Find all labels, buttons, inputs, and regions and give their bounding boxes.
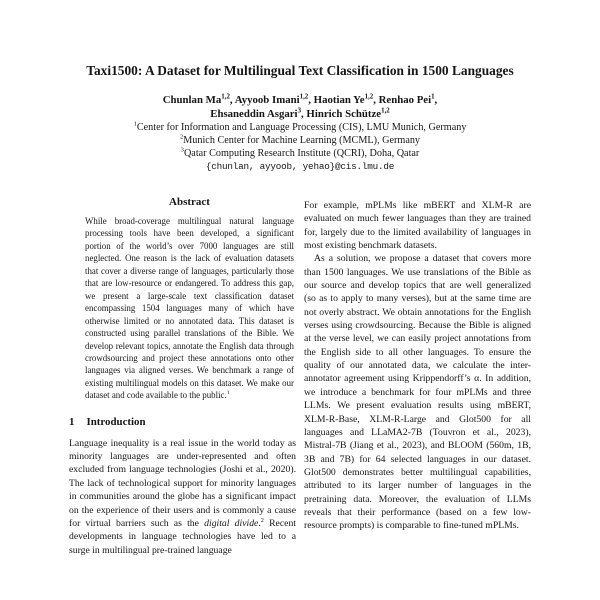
right-column — [304, 193, 531, 557]
author-affil-mark: 1,2 — [364, 93, 374, 101]
authors-line-1 — [60, 93, 540, 107]
author-affil-mark: 1,2 — [221, 93, 230, 101]
body-paragraph-1: For example, mPLMs like mBERT and XLM-R are evaluated on much fewer languages than they are trained for, largely due to the limited availability of languages in most existing benchmark datasets. — [304, 200, 531, 252]
affil-mark: 1 — [133, 120, 137, 128]
abstract-heading: Abstract — [169, 196, 210, 208]
author-block — [60, 93, 540, 174]
author-affil-mark: 3 — [297, 107, 302, 115]
paper-title: Taxi1500: A Dataset for Multilingual Text Classification in 1500 Languages — [86, 63, 514, 78]
emphasized-phrase: digital divide — [204, 517, 259, 529]
author: Haotian Ye$^{1,2}$, — [313, 93, 379, 106]
affil-mark: 2 — [179, 133, 184, 141]
footnote-ref-1: 1 — [226, 390, 230, 397]
author: Renhao Pei$^1$, — [378, 93, 438, 106]
author: Chunlan Ma$^{1,2}$, — [162, 93, 235, 106]
author-affil-mark: 1 — [431, 93, 435, 101]
author: Ehsaneddin Asgari$^3$, — [210, 107, 307, 120]
authors-line-2 — [60, 107, 540, 121]
author-affil-mark: 1,2 — [381, 107, 390, 115]
affil-mark: 3 — [180, 146, 184, 154]
intro-paragraph: Language inequality is a real issue in the world today as minority languages are under-represented and often excluded from language technologies (Joshi et al., 2020). The lack of technological support for minority languages in communities around the globe has a significant impact on the experience of their users and is commonly a cause for virtual barriers such as the digital divide.$^2$ Recent developments in language technologies have led to a surge in multilingual pre-trained language — [69, 437, 296, 556]
two-column-body — [69, 193, 531, 557]
contact-email: {chunlan, ayyoob, yehao}@cis.lmu.de — [205, 161, 395, 172]
section-number: 1 — [69, 415, 75, 428]
affiliation-1: $^1$Center for Information and Language Processing (CIS), LMU Munich, Germany — [133, 120, 467, 133]
author: Ayyoob Imani$^{1,2}$, — [234, 93, 314, 106]
affiliation-2: $^2$Munich Center for Machine Learning (MCML), Germany — [179, 133, 421, 146]
section-heading-introduction — [69, 416, 296, 428]
footnote-ref-2: 2 — [260, 516, 264, 524]
abstract-text: While broad-coverage multilingual natural language processing tools have been developed, a significant portion of the world’s over 7000 languages are still neglected. One reason is the lack of evaluation datasets that cover a diverse range of languages, particularly those that are low-resource or endangered. To address this gap, we present a large-scale text classification dataset encompassing 1504 languages many of which have otherwise limited or no annotated data. This dataset is constructed using parallel translations of the Bible. We develop relevant topics, annotate the English data through crowdsourcing and project these annotations onto other languages via aligned verses. We benchmark a range of existing multilingual models on this dataset. We make our dataset and code available to the public.$^1$ — [85, 216, 294, 401]
author-affil-mark: 1,2 — [299, 93, 309, 101]
body-paragraph-2: As a solution, we propose a dataset that covers more than 1500 languages. We use translations of the Bible as our source and develop topics that are well generalized (so as to apply to many verses), but at the same time are not overly abstract. We obtain annotations for the English verses using crowdsourcing. Because the Bible is aligned at the verse level, we can easily project annotations from the English side to all other languages. To ensure the quality of our annotated data, we calculate the inter-annotator agreement using Krippendorff’s α. In addition, we introduce a benchmark for four mPLMs and three LLMs. We present evaluation results using mBERT, XLM-R-Base, XLM-R-Large and Glot500 for all languages and LLaMA2-7B (Touvron et al., 2023), Mistral-7B (Jiang et al., 2023), and BLOOM (560m, 1B, 3B and 7B) for 64 selected languages in our dataset. Glot500 demonstrates better multilingual capabilities, attributed to its larger number of languages in the pretraining data. Moreover, the evaluation of LLMs reveals that their performance (based on a few low-resource prompts) is comparable to fine-tuned mPLMs. — [304, 253, 531, 532]
section-title: Introduction — [86, 415, 146, 428]
left-column — [69, 193, 296, 557]
author: Hinrich Schütze$^{1,2}$ — [306, 107, 390, 120]
affiliation-3: $^3$Qatar Computing Research Institute (QCRI), Doha, Qatar — [180, 146, 420, 159]
